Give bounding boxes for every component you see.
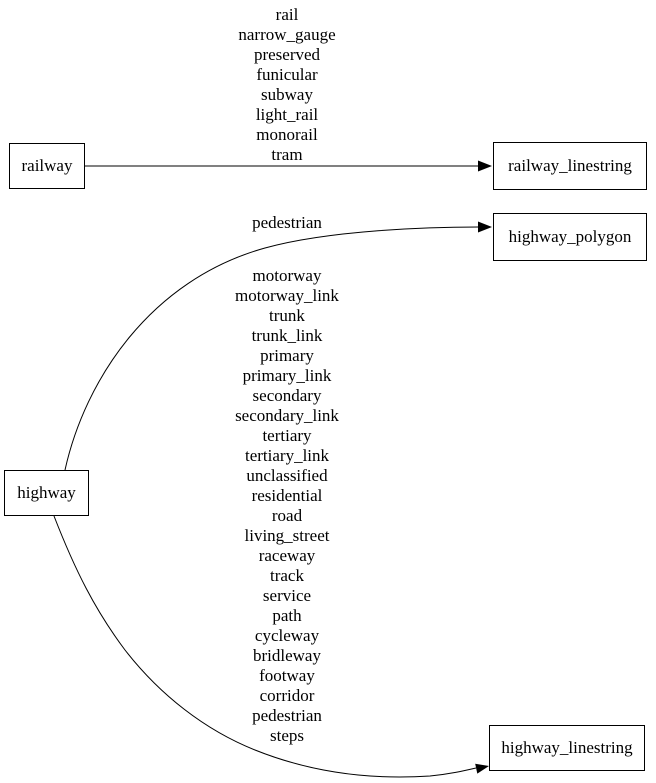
edge-label: trunk [269, 306, 305, 325]
edge-label: bridleway [253, 646, 321, 665]
edge-label: funicular [256, 65, 318, 84]
node-highway-linestring-label: highway_linestring [501, 738, 633, 757]
edge-label: track [270, 566, 304, 585]
node-railway-label: railway [21, 156, 73, 175]
node-highway-linestring [489, 725, 645, 771]
node-railway [9, 143, 85, 189]
edge-label: steps [270, 726, 304, 745]
edge-label: tertiary [262, 426, 312, 445]
edge-label: monorail [256, 125, 318, 144]
edge-label: residential [251, 486, 323, 505]
edge-labels-highway-linestring [167, 266, 407, 746]
edge-label: road [271, 506, 303, 525]
node-highway-label: highway [17, 483, 76, 502]
edge-label: primary_link [242, 366, 332, 385]
arrowhead-highway-linestring [475, 764, 489, 774]
arrowhead-highway-polygon [478, 222, 492, 233]
node-highway-polygon [493, 213, 647, 261]
edge-label: motorway [252, 266, 322, 285]
edge-label: raceway [258, 546, 316, 565]
edge-label: unclassified [246, 466, 328, 485]
edge-labels-railway-linestring [167, 5, 407, 165]
edge-label: tertiary_link [244, 446, 330, 465]
edge-label: motorway_link [235, 286, 339, 305]
node-railway-linestring [493, 142, 647, 190]
edge-label: pedestrian [252, 213, 322, 232]
node-highway [4, 470, 89, 516]
edge-label: preserved [253, 45, 321, 64]
arrowhead-railway-linestring [478, 161, 492, 172]
edge-label: primary [260, 346, 314, 365]
edge-label: light_rail [255, 105, 319, 124]
edge-label: trunk_link [251, 326, 323, 345]
edge-label: narrow_gauge [238, 25, 336, 44]
edge-label: corridor [259, 686, 315, 705]
edge-label: tram [271, 145, 303, 164]
edge-label: rail [275, 5, 299, 24]
edge-label: secondary [252, 386, 322, 405]
node-railway-linestring-label: railway_linestring [508, 156, 632, 175]
node-highway-polygon-label: highway_polygon [508, 227, 632, 246]
edge-label: living_street [244, 526, 330, 545]
edge-label: pedestrian [252, 706, 322, 725]
edge-label: footway [259, 666, 315, 685]
edge-label: cycleway [254, 626, 320, 645]
edge-label: service [262, 586, 312, 605]
edge-labels-highway-polygon [167, 213, 407, 233]
edge-label: subway [261, 85, 313, 104]
edge-label: path [272, 606, 302, 625]
edge-label: secondary_link [235, 406, 339, 425]
